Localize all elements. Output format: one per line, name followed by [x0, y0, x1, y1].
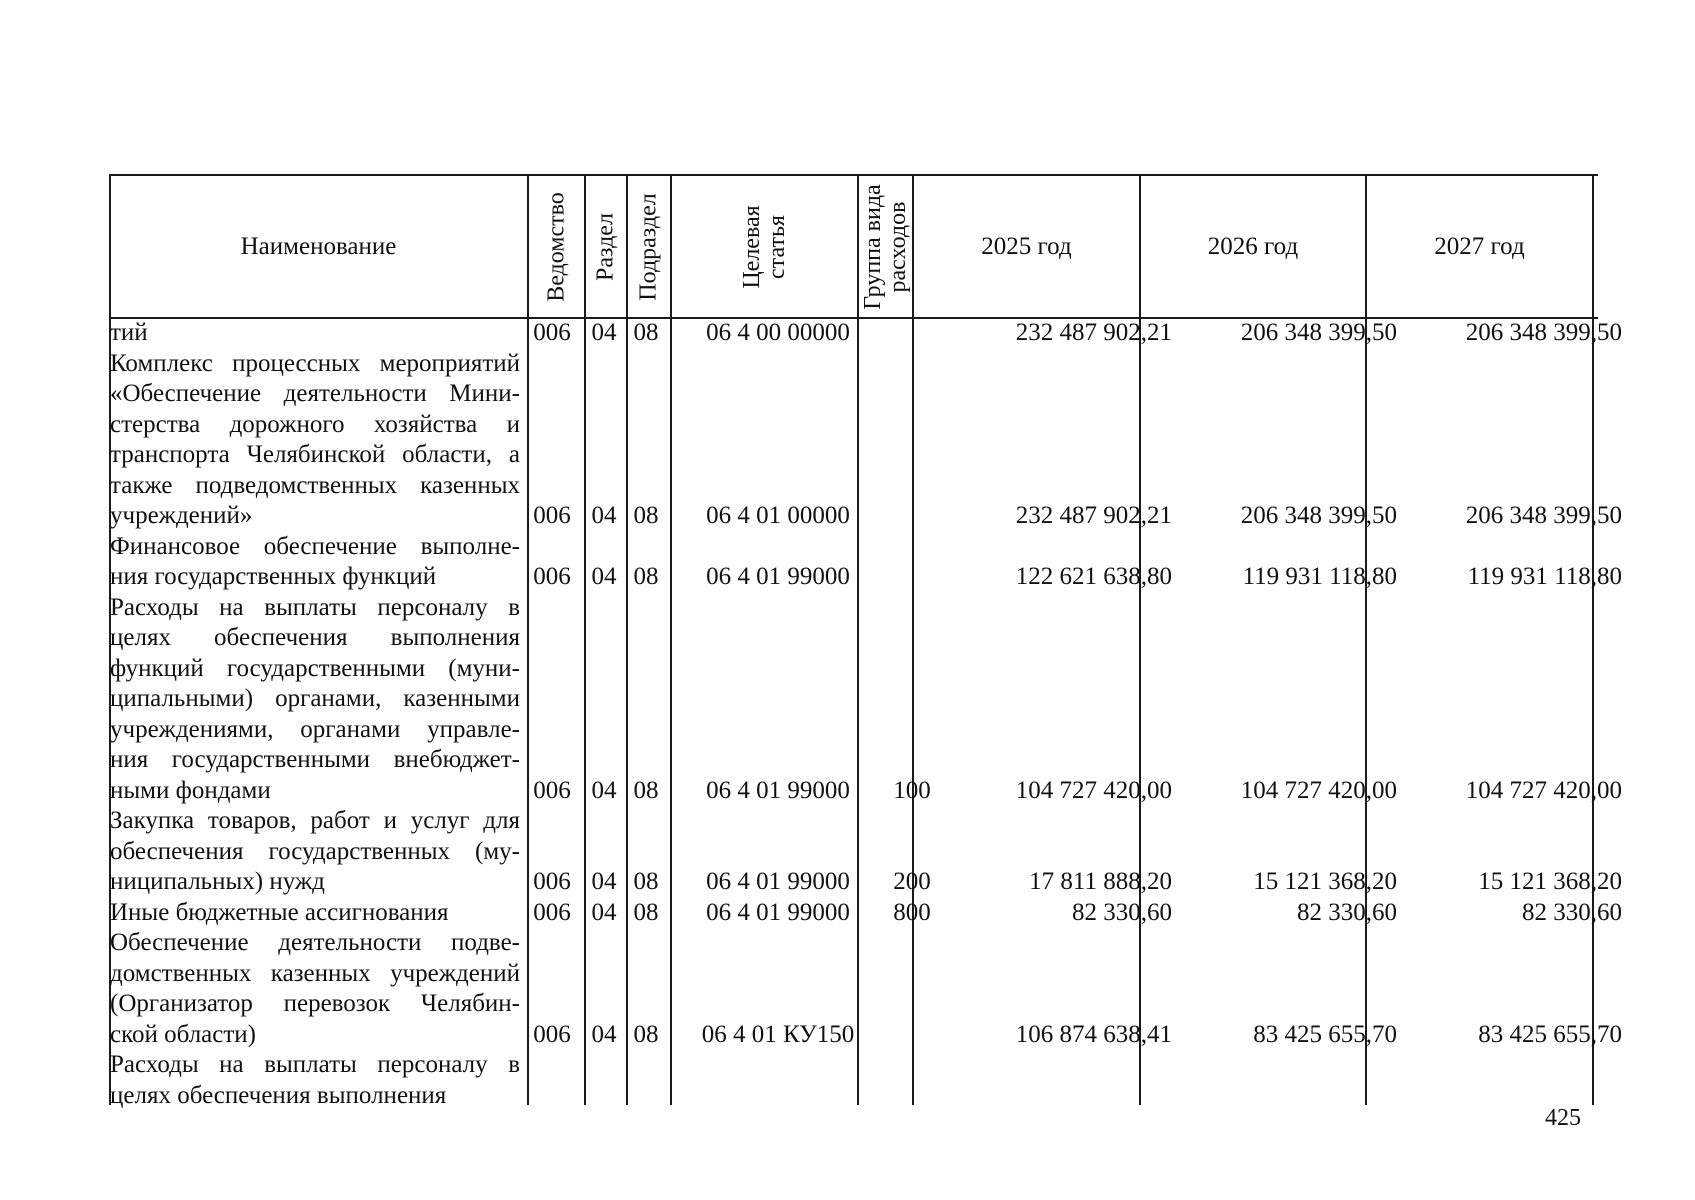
- cell-vedomstvo: 006: [533, 319, 571, 346]
- cell-celevaya-statya: 06 4 01 99000: [706, 563, 850, 590]
- cell-razdel: 04: [591, 776, 617, 804]
- table-row: [110, 898, 1622, 929]
- cell-podrazdel: 08: [633, 776, 659, 804]
- cell-name-line: Расходы на выплаты персоналу в: [110, 593, 520, 621]
- cell-name: [110, 349, 520, 532]
- cell-amount-2025: 232 487 902,21: [1015, 319, 1172, 346]
- header-podrazdel: [628, 176, 670, 318]
- cell-amount-2027: 82 330,60: [1522, 898, 1622, 926]
- header-razdel-label: Раздел: [592, 213, 619, 281]
- cell-name-line: (Организатор перевозок Челябин-: [110, 990, 520, 1017]
- cell-amount-2025: 82 330,60: [1072, 898, 1172, 926]
- table-row: [110, 1050, 1598, 1111]
- cell-name-line: ципальными) органами, казенными: [110, 685, 520, 712]
- cell-celevaya-statya: 06 4 01 99000: [706, 868, 850, 895]
- cell-vedomstvo: 006: [533, 868, 571, 895]
- cell-amount-2025: 122 621 638,80: [1015, 563, 1172, 590]
- cell-podrazdel: 08: [633, 868, 659, 895]
- cell-name-line: ния государственными внебюджет-: [110, 746, 520, 773]
- header-name: [110, 176, 527, 318]
- cell-name: [110, 928, 520, 1050]
- cell-amount-2027: 206 348 399,50: [1465, 319, 1622, 346]
- table-row: [110, 593, 1622, 807]
- cell-razdel: 04: [591, 1020, 617, 1048]
- cell-amount-2027: 83 425 655,70: [1478, 1020, 1622, 1048]
- cell-name: [110, 898, 520, 929]
- cell-name-line: Закупка товаров, работ и услуг для: [110, 807, 520, 834]
- header-gruppa: [859, 176, 912, 318]
- table-row: [110, 318, 1622, 349]
- cell-name-line: домственных казенных учреждений: [110, 959, 520, 987]
- cell-name-line: транспорта Челябинской области, а: [110, 441, 520, 468]
- table-row: [110, 349, 1622, 532]
- cell-name-line: также подведомственных казенных: [110, 471, 520, 499]
- cell-amount-2026: 15 121 368,20: [1253, 868, 1397, 895]
- cell-amount-2027: 119 931 118,80: [1467, 563, 1622, 590]
- cell-razdel: 04: [591, 502, 617, 529]
- cell-amount-2026: 83 425 655,70: [1253, 1020, 1397, 1048]
- cell-name: [110, 318, 520, 349]
- cell-name-line: Обеспечение деятельности подве-: [110, 929, 520, 956]
- header-y2025-label: 2025 год: [981, 233, 1072, 260]
- cell-celevaya-statya: 06 4 00 00000: [706, 319, 850, 346]
- cell-name-line: ния государственных функций: [110, 563, 437, 590]
- cell-amount-2026: 206 348 399,50: [1240, 319, 1397, 346]
- cell-celevaya-statya: 06 4 01 00000: [706, 502, 850, 529]
- cell-name-line: тий: [110, 319, 148, 346]
- cell-razdel: 04: [591, 319, 617, 346]
- header-celevaya-label: Целевая статья: [738, 205, 790, 289]
- header-podrazdel-label: Подраздел: [635, 193, 662, 301]
- cell-name-line: учреждений»: [110, 502, 253, 529]
- header-gruppa-label: Группа вида расходов: [859, 184, 911, 310]
- cell-name-line: «Обеспечение деятельности Мини-: [110, 380, 520, 407]
- header-y2026-label: 2026 год: [1207, 233, 1299, 260]
- header-y2027-label: 2027 год: [1434, 233, 1525, 260]
- cell-name-line: Иные бюджетные ассигнования: [110, 898, 449, 926]
- header-razdel: [586, 176, 626, 318]
- cell-amount-2027: 15 121 368,20: [1478, 868, 1622, 895]
- cell-razdel: 04: [591, 868, 617, 895]
- cell-podrazdel: 08: [633, 502, 659, 529]
- cell-amount-2025: 232 487 902,21: [1015, 502, 1172, 529]
- cell-razdel: 04: [591, 898, 617, 926]
- cell-celevaya-statya: 06 4 01 99000: [706, 898, 850, 926]
- cell-vedomstvo: 006: [533, 898, 571, 926]
- cell-amount-2026: 82 330,60: [1297, 898, 1397, 926]
- cell-podrazdel: 08: [633, 319, 659, 346]
- cell-amount-2026: 119 931 118,80: [1242, 563, 1397, 590]
- table-row: [110, 928, 1622, 1050]
- header-celevaya: [672, 176, 857, 318]
- table-row: [110, 532, 1622, 593]
- cell-amount-2025: 17 811 888,20: [1029, 868, 1172, 895]
- cell-name-line: стерства дорожного хозяйства и: [110, 410, 520, 438]
- cell-razdel: 04: [591, 563, 617, 590]
- cell-name-line: ниципальных) нужд: [110, 868, 325, 895]
- cell-celevaya-statya: 06 4 01 99000: [706, 776, 850, 804]
- header-y2025: [914, 176, 1139, 318]
- header-vedomstvo-label: Ведомство: [543, 192, 569, 302]
- cell-podrazdel: 08: [633, 898, 659, 926]
- cell-name: [110, 1050, 520, 1111]
- cell-name-line: Расходы на выплаты персоналу в: [110, 1051, 520, 1078]
- cell-celevaya-statya: 06 4 01 КУ150: [701, 1020, 855, 1048]
- cell-vedomstvo: 006: [533, 776, 571, 804]
- cell-name-line: Комплекс процессных мероприятий: [110, 349, 520, 377]
- cell-vedomstvo: 006: [533, 563, 571, 590]
- cell-gruppa-vida: 800: [893, 898, 931, 926]
- cell-gruppa-vida: 100: [893, 776, 931, 804]
- cell-amount-2025: 106 874 638,41: [1015, 1020, 1172, 1048]
- cell-name: [110, 532, 520, 593]
- cell-amount-2026: 206 348 399,50: [1240, 502, 1397, 529]
- header-y2027: [1367, 176, 1592, 318]
- table-row: [110, 806, 1622, 898]
- cell-vedomstvo: 006: [533, 502, 571, 529]
- cell-name: [110, 593, 520, 807]
- cell-podrazdel: 08: [633, 1020, 659, 1048]
- cell-gruppa-vida: 200: [893, 868, 931, 895]
- cell-name-line: целях обеспечения выполнения: [110, 624, 520, 651]
- header-name-label: Наименование: [240, 233, 397, 260]
- cell-amount-2027: 104 727 420,00: [1465, 776, 1622, 804]
- header-vedomstvo: [529, 176, 584, 318]
- cell-name-line: Финансовое обеспечение выполне-: [110, 532, 520, 560]
- page-number: 425: [1545, 1105, 1581, 1131]
- cell-name-line: функций государственными (муни-: [110, 654, 520, 682]
- cell-name-line: учреждениями, органами управле-: [110, 715, 520, 743]
- cell-amount-2026: 104 727 420,00: [1240, 776, 1397, 804]
- cell-name-line: обеспечения государственных (му-: [110, 837, 520, 865]
- cell-name-line: ской области): [110, 1020, 256, 1048]
- cell-vedomstvo: 006: [533, 1020, 571, 1048]
- header-y2026: [1141, 176, 1365, 318]
- cell-podrazdel: 08: [633, 563, 659, 590]
- cell-amount-2027: 206 348 399,50: [1465, 502, 1622, 529]
- cell-name-line: ными фондами: [110, 776, 271, 804]
- cell-name: [110, 806, 520, 898]
- cell-name-line: целях обеспечения выполнения: [110, 1081, 447, 1109]
- cell-amount-2025: 104 727 420,00: [1015, 776, 1172, 804]
